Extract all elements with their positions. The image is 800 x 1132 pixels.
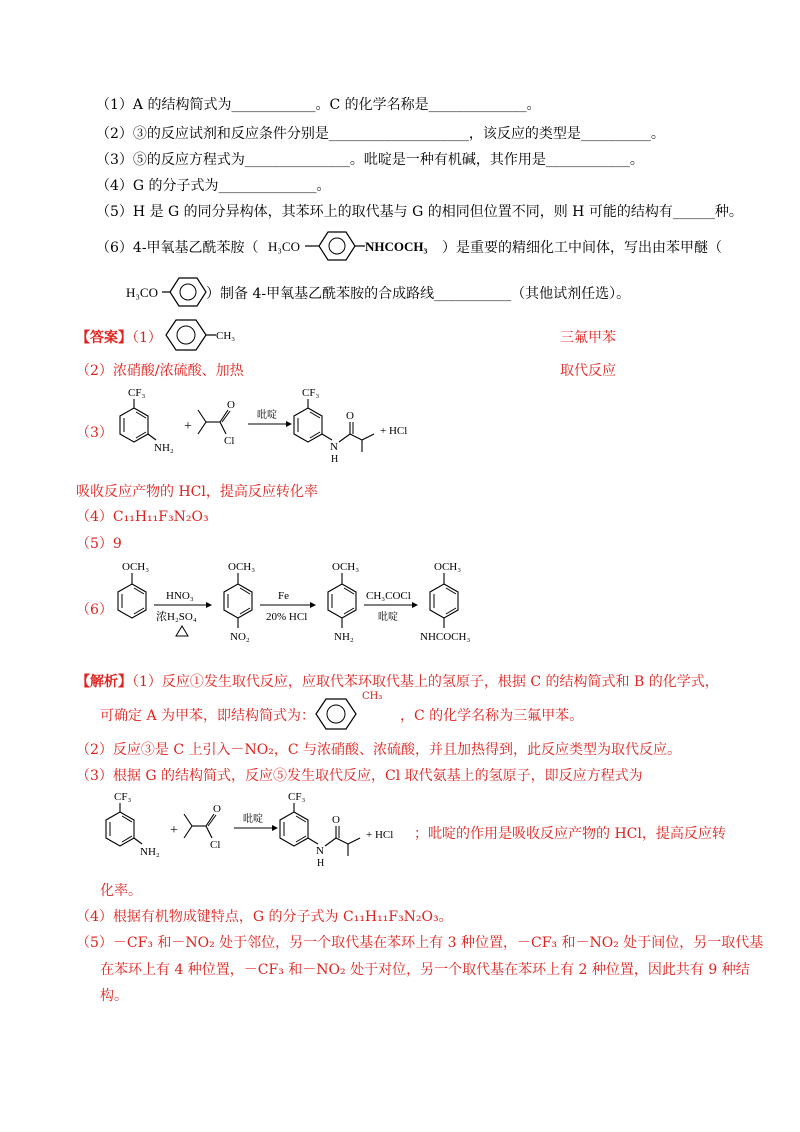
question-6-part-a: （6）4-甲氧基乙酰苯胺（ (96, 240, 259, 256)
toluene-structure (160, 315, 240, 355)
fe-label: Fe (278, 590, 289, 602)
plus-sign: + (184, 419, 192, 434)
question-3: （3）⑤的反应方程式为_______________。吡啶是一种有机碱，其作用是____________。 (96, 152, 644, 168)
h-label: H (331, 454, 339, 465)
analysis-ch3-overlay: CH₃ (362, 691, 383, 702)
answer-4: （4）C₁₁H₁₁F₃N₂O₃ (76, 509, 209, 525)
o-label: O (227, 399, 235, 411)
question-4: （4）G 的分子式为______________。 (96, 178, 331, 194)
plus-sign: + (170, 823, 178, 838)
analysis-para-3: （3）根据 G 的结构简式，反应⑤发生取代反应，Cl 取代氨基上的氢原子，即反应方程式为 (76, 768, 643, 784)
nhcoch3-label: NHCOCH₃ (420, 631, 471, 643)
answer-2-type: 取代反应 (560, 363, 616, 379)
synthesis-route (110, 556, 510, 666)
pyridine-label: 吡啶 (243, 814, 263, 825)
cl-label: Cl (210, 839, 221, 851)
o-label: O (332, 814, 340, 826)
ch3cocl-label: CH₃COCl (366, 590, 411, 602)
methoxyacetanilide-structure (268, 228, 448, 264)
och3-label: OCH₃ (122, 561, 150, 573)
o-label: O (213, 803, 221, 815)
n-label: N (316, 845, 324, 857)
analysis-para-5c: 构。 (100, 988, 128, 1004)
hcl-label: + HCl (366, 829, 394, 841)
och3-label: OCH₃ (434, 561, 462, 573)
analysis-para-5a: （5）－CF₃ 和－NO₂ 处于邻位，另一个取代基在苯环上有 3 种位置，－CF₃ 和－NO₂ 处于间位，另一取代基 (76, 935, 764, 951)
question-2: （2）③的反应试剂和反应条件分别是____________________，该反应的类型是__________。 (96, 126, 665, 142)
answer-6-num: （6） (76, 602, 113, 618)
answer-3-num: （3） (76, 425, 113, 441)
ch3-label: CH₃ (216, 330, 236, 342)
nh2-label: NH₂ (334, 631, 354, 643)
reaction-equation-answer (110, 384, 440, 466)
pyridine-label: 吡啶 (378, 612, 398, 623)
analysis-para-5b: 在苯环上有 4 种位置，－CF₃ 和－NO₂ 处于对位，另一个取代基在苯环上有 2 种位置，因此共有 9 种结 (100, 962, 750, 978)
question-5: （5）H 是 G 的同分异构体，其苯环上的取代基与 G 的相同但位置不同，则 H 可能的结构有______种。 (96, 204, 743, 220)
analysis-para-3-end: 化率。 (100, 883, 142, 899)
answer-2: （2）浓硝酸/浓硫酸、加热 (76, 363, 244, 379)
n-label: N (330, 441, 338, 453)
och3-label: OCH₃ (332, 561, 360, 573)
answer-3-note: 吸收反应产物的 HCl，提高反应转化率 (76, 484, 318, 500)
h3co-label: H₃CO (126, 285, 158, 300)
answer-tag: 【答案】（1） (76, 330, 162, 346)
answer-5: （5）9 (76, 536, 122, 552)
answer-1-name: 三氟甲苯 (560, 330, 616, 346)
reaction-equation-analysis (96, 788, 426, 870)
nh2-label: NH₂ (154, 442, 174, 454)
analysis-para-4: （4）根据有机物成键特点，G 的分子式为 C₁₁H₁₁F₃N₂O₃。 (76, 909, 453, 925)
anisole-structure (126, 273, 216, 309)
analysis-para-1b: 可确定 A 为甲苯，即结构简式为： (100, 708, 316, 724)
h3co-label: H₃CO (268, 239, 300, 254)
no2-label: NO₂ (230, 631, 250, 643)
nh2-label: NH₂ (140, 846, 160, 858)
cf3-label: CF₃ (128, 387, 146, 399)
o-label: O (346, 410, 354, 422)
cf3-label: CF₃ (288, 791, 306, 803)
analysis-para-2: （2）反应③是 C 上引入－NO₂，C 与浓硝酸、浓硫酸，并且加热得到，此反应类型为取代反应。 (76, 742, 682, 758)
analysis-para-1: 【解析】（1）反应①发生取代反应，应取代苯环取代基上的氢原子，根据 C 的结构简式和 B 的化学式， (76, 674, 719, 690)
cl-label: Cl (224, 435, 235, 447)
analysis-para-1c: ，C 的化学名称为三氟甲苯。 (400, 708, 584, 724)
question-6-part-b: ）是重要的精细化工中间体，写出由苯甲醚（ (442, 240, 722, 256)
benzene-structure (312, 694, 368, 734)
hno3-label: HNO₃ (166, 590, 194, 602)
cf3-label: CF₃ (114, 791, 132, 803)
question-1: （1）A 的结构简式为____________。C 的化学名称是______________。 (96, 97, 541, 113)
question-6-part-c: ）制备 4-甲氧基乙酰苯胺的合成路线___________（其他试剂任选）。 (206, 286, 631, 302)
nhcoch3-label: NHCOCH₃ (365, 239, 428, 254)
h2so4-label: 浓H₂SO₄ (156, 611, 197, 623)
h-label: H (317, 858, 325, 869)
hcl-label: + HCl (380, 425, 408, 437)
analysis-para-3-after: ；吡啶的作用是吸收反应产物的 HCl，提高反应转 (414, 826, 726, 842)
och3-label: OCH₃ (228, 561, 256, 573)
hcl20-label: 20% HCl (266, 611, 308, 623)
pyridine-label: 吡啶 (257, 410, 277, 421)
cf3-label: CF₃ (302, 387, 320, 399)
